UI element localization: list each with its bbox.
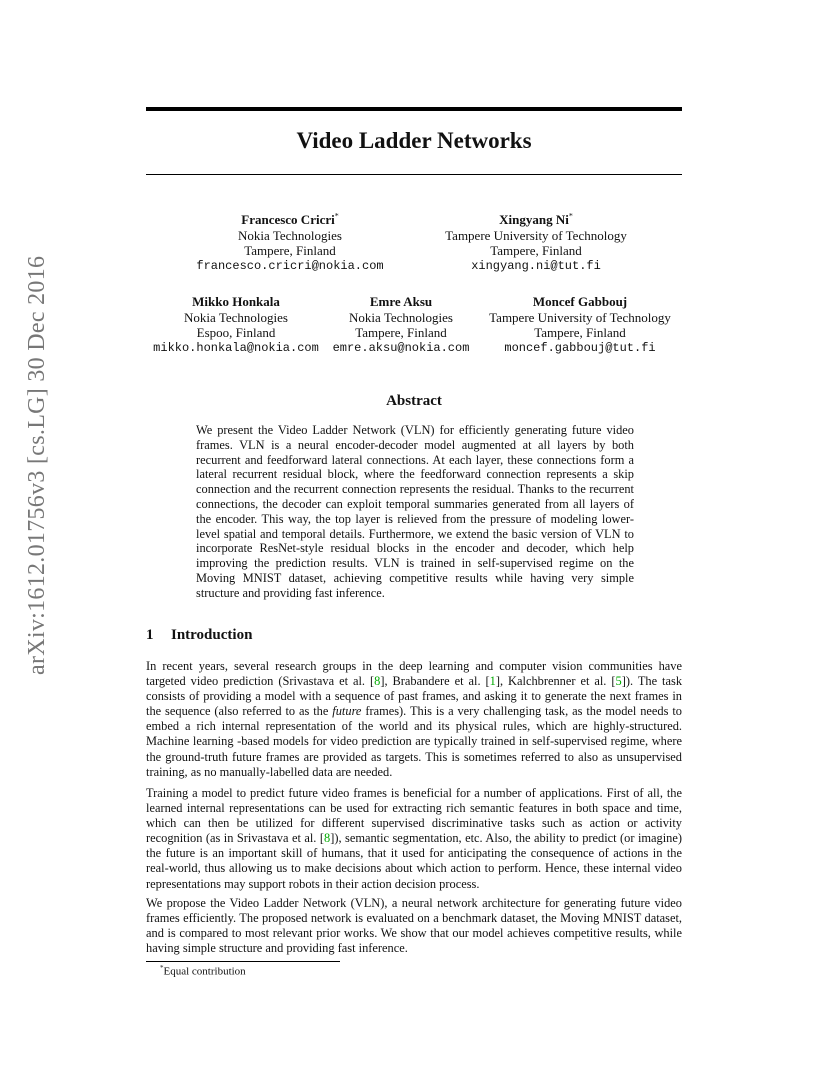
author-location: Tampere, Finland bbox=[534, 325, 626, 340]
abstract-text: We present the Video Ladder Network (VLN) for efficiently generating future video frames. VLN is a neural encoder-decoder model augmented at all layers by both recurrent and feedforward lateral connections. At each layer, these connections form a lateral recurrent residual block, where the feedforward connection represents a skip connection and the recurrent connection represents the residual. Thanks to the recurrent connections, the decoder can exploit temporal summaries generated from all layers of the encoder. This way, the top layer is relieved from the pressure of modeling lower-level spatial and temporal details. Furthermore, we extend the basic version of VLN to incorporate ResNet-style residual blocks in the encoder and decoder, which help improving the prediction results. VLN is trained in self-supervised regime on the Moving MNIST dataset, achieving competitive results while having very simple structure and providing fast inference. bbox=[196, 423, 634, 600]
author-block bbox=[478, 294, 682, 356]
author-mark: * bbox=[568, 211, 573, 221]
paper-title: Video Ladder Networks bbox=[296, 128, 532, 153]
section-heading bbox=[146, 627, 252, 644]
paragraph-text: frames). This is a very challenging task, as the model needs to embed a rich internal representation of the world and its physical rules, which are highly-structured. Machine learning -based models for video prediction are typically trained in self-supervised regime, where the ground-truth future frames are provided as targets. This is sometimes referred to also as unsupervised training, as no manually-labelled data are needed. bbox=[146, 704, 682, 779]
intro-paragraph-1 bbox=[146, 659, 682, 780]
paragraph-text: Training a model to predict future video frames is beneficial for a number of applications. First of all, the learned internal representations can be used for extracting rich semantic features in both space and time, which can then be utilized for different supervised discriminative tasks such as action or activity recognition (as in Srivastava et al. [ bbox=[146, 786, 682, 846]
citation-link[interactable]: 1 bbox=[489, 674, 496, 689]
footnote bbox=[160, 964, 246, 978]
footnote-text: Equal contribution bbox=[163, 965, 246, 978]
intro-paragraph-3: We propose the Video Ladder Network (VLN), a neural network architecture for generating future video frames efficiently. The proposed network is evaluated on a benchmark dataset, the Moving MNIST dataset, and is compared to most relevant prior works. We show that our model achieves competitive results, while having simple structure and providing fast inference. bbox=[146, 896, 682, 956]
author-location: Tampere, Finland bbox=[244, 243, 336, 258]
paragraph-text: ], Brabandere et al. [ bbox=[380, 674, 490, 689]
citation-link[interactable]: 5 bbox=[615, 674, 622, 689]
author-block bbox=[146, 294, 326, 356]
author-affiliation: Nokia Technologies bbox=[238, 227, 342, 243]
author-mark: * bbox=[334, 211, 339, 221]
author-name: Mikko Honkala bbox=[192, 294, 280, 309]
author-email[interactable]: francesco.cricri@nokia.com bbox=[196, 258, 384, 273]
author-name: Moncef Gabbouj bbox=[532, 294, 628, 309]
author-affiliation: Nokia Technologies bbox=[349, 309, 453, 325]
section-number: 1 bbox=[146, 627, 154, 643]
intro-paragraph-2 bbox=[146, 786, 682, 892]
author-name: Francesco Cricri bbox=[241, 212, 335, 227]
footnote-rule bbox=[146, 961, 340, 962]
author-location: Espoo, Finland bbox=[196, 325, 276, 340]
citation-link[interactable]: 8 bbox=[323, 831, 331, 846]
paragraph-text: ], Kalchbrenner et al. [ bbox=[495, 674, 616, 689]
paragraph-text: In recent years, several research groups in the deep learning and computer vision communities have targeted video prediction (Srivastava et al. [ bbox=[146, 659, 682, 689]
author-email[interactable]: emre.aksu@nokia.com bbox=[332, 340, 470, 355]
author-block bbox=[330, 294, 472, 356]
author-name: Xingyang Ni bbox=[499, 212, 569, 227]
author-location: Tampere, Finland bbox=[355, 325, 447, 340]
footnote-mark: * bbox=[160, 964, 164, 972]
section-title: Introduction bbox=[171, 627, 253, 643]
title-rule-top bbox=[146, 107, 682, 111]
abstract-heading: Abstract bbox=[386, 393, 442, 409]
author-location: Tampere, Finland bbox=[490, 243, 582, 258]
author-affiliation: Tampere University of Technology bbox=[445, 227, 627, 243]
paragraph-text: ]). The task consists of providing a model with a sequence of past frames, and asking it to generate the next frames in the sequence (also referred to as the bbox=[146, 674, 683, 719]
author-block bbox=[425, 212, 647, 274]
author-affiliation: Tampere University of Technology bbox=[489, 309, 671, 325]
author-email[interactable]: xingyang.ni@tut.fi bbox=[471, 258, 601, 273]
author-block bbox=[190, 212, 390, 274]
emphasis-text: future bbox=[332, 704, 362, 719]
author-email[interactable]: moncef.gabbouj@tut.fi bbox=[504, 340, 656, 355]
title-rule-bottom bbox=[146, 174, 682, 175]
paragraph-text: ]), semantic segmentation, etc. Also, the ability to predict (or imagine) the future is an important skill of humans, that it used for anticipating the consequence of actions in the real-world, thus allowing us to make decisions about which action to perform. Hence, these internal video representations may support robots in their action decision process. bbox=[146, 831, 682, 891]
arxiv-identifier: arXiv:1612.01756v3 [cs.LG] 30 Dec 2016 bbox=[24, 255, 50, 675]
author-email[interactable]: mikko.honkala@nokia.com bbox=[153, 340, 319, 355]
author-affiliation: Nokia Technologies bbox=[184, 309, 288, 325]
citation-link[interactable]: 8 bbox=[374, 674, 381, 689]
author-name: Emre Aksu bbox=[369, 294, 433, 309]
